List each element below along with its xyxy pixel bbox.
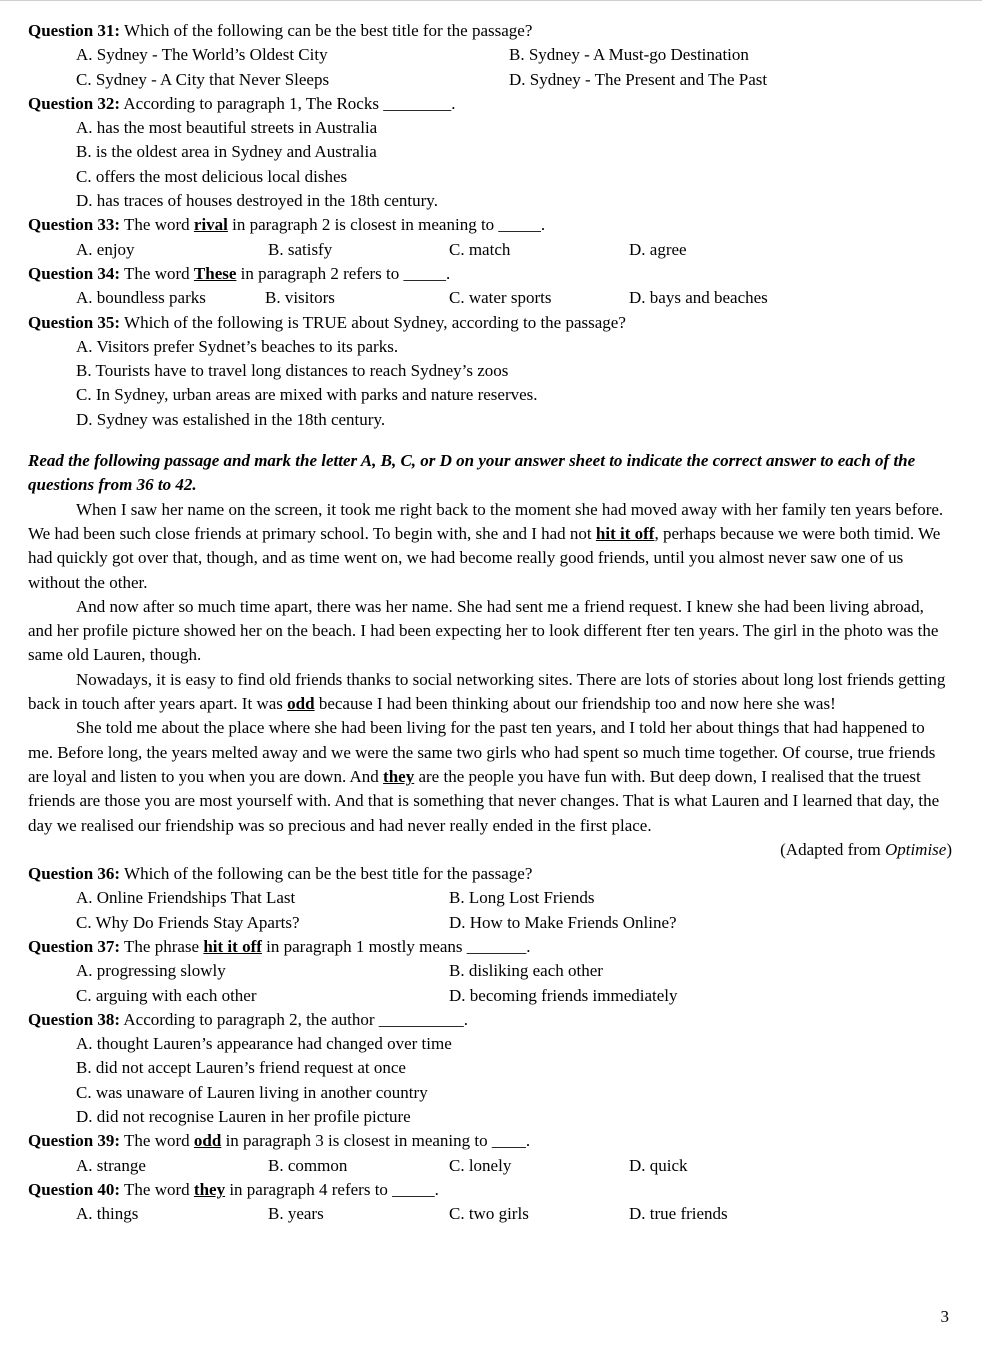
option-a: A. has the most beautiful streets in Australia [76, 118, 378, 138]
option-b: B. disliking each other [449, 961, 603, 981]
option-c: C. In Sydney, urban areas are mixed with parks and nature reserves. [76, 385, 538, 405]
question-text-post: in paragraph 3 is closest in meaning to ____. [221, 1131, 531, 1151]
question-35 [28, 311, 952, 335]
question-number: Question 35: [28, 312, 121, 332]
options-row [28, 238, 952, 262]
passage-text: because I had been thinking about our friendship too and now here she was! [314, 694, 836, 714]
option-b: B. Long Lost Friends [449, 888, 595, 908]
reading-instruction: Read the following passage and mark the letter A, B, C, or D on your answer sheet to indicate the correct answer to each of the questions from 36 to 42. [28, 451, 916, 495]
option-a: A. thought Lauren’s appearance had changed over time [76, 1034, 452, 1054]
option-b: B. Sydney - A Must-go Destination [509, 45, 749, 65]
option-d: D. true friends [629, 1204, 728, 1224]
question-text-post: in paragraph 2 is closest in meaning to _____. [227, 215, 546, 235]
highlighted-phrase: hit it off [203, 936, 262, 956]
option-c: C. Sydney - A City that Never Sleeps [76, 69, 330, 89]
passage-text: , perhaps because we were both timid. We had quickly got over that, though, and as time went on, we had become really good friends, until you almost never saw one of us without the other. [28, 523, 941, 592]
question-number: Question 33: [28, 215, 121, 235]
page-number: 3 [940, 1307, 949, 1326]
option-d: D. has traces of houses destroyed in the 18th century. [76, 191, 438, 211]
question-text-pre: The word [120, 263, 194, 283]
highlighted-word: they [383, 766, 415, 786]
options-row [28, 959, 952, 983]
option-c: C. arguing with each other [76, 985, 257, 1005]
option-a: A. boundless parks [76, 288, 206, 308]
option-c: C. two girls [449, 1204, 529, 1224]
question-38 [28, 1008, 952, 1032]
option-b: B. years [268, 1204, 324, 1224]
option-b: B. visitors [265, 288, 335, 308]
passage-text: She told me about the place where she had been living for the past ten years, and I told her about things that had happened to me. Before long, the years melted away and we were the same two girls who had spent so much time together. Of course, true friends are loyal and listen to you when you are down. And [28, 718, 936, 786]
option-b: B. satisfy [268, 239, 333, 259]
option-c: C. water sports [449, 288, 552, 308]
option-a: A. Sydney - The World’s Oldest City [76, 45, 328, 65]
document-page [28, 19, 952, 1227]
question-text-pre: The phrase [120, 936, 204, 956]
highlighted-word: These [193, 263, 237, 283]
question-32 [28, 92, 952, 116]
passage-paragraph-3 [28, 668, 952, 717]
question-text-post: in paragraph 4 refers to _____. [225, 1179, 439, 1199]
options-row [28, 984, 952, 1008]
passage-text: When I saw her name on the screen, it took me right back to the moment she had moved away with her family ten years before. We had been such close friends at primary school. To begin with, she and I had not [28, 499, 944, 543]
passage-paragraph-4 [28, 716, 952, 837]
option-a: A. things [76, 1204, 139, 1224]
highlighted-word: odd [287, 694, 315, 714]
highlighted-word: odd [193, 1131, 222, 1151]
question-33 [28, 213, 952, 237]
question-text-pre: The word [120, 1131, 194, 1151]
source-title: Optimise [884, 839, 947, 859]
question-34 [28, 262, 952, 286]
options-row [28, 911, 952, 935]
question-number: Question 34: [28, 263, 121, 283]
question-text: Which of the following is TRUE about Sydney, according to the passage? [120, 312, 626, 332]
option-a: A. strange [76, 1155, 146, 1175]
options-row [28, 43, 952, 67]
option-d: D. Sydney was estalished in the 18th century. [76, 409, 386, 429]
question-number: Question 39: [28, 1131, 121, 1151]
option-d: D. bays and beaches [629, 288, 768, 308]
source-text: (Adapted from [780, 839, 885, 859]
passage-text: Nowadays, it is easy to find old friends thanks to social networking sites. There are lots of stories about long lost friends getting back in touch after years apart. It was [28, 669, 946, 714]
option-c: C. lonely [449, 1155, 512, 1175]
question-number: Question 37: [28, 936, 121, 956]
question-text: Which of the following can be the best title for the passage? [120, 21, 533, 40]
option-c: C. was unaware of Lauren living in another country [76, 1082, 428, 1102]
options-row [28, 1154, 952, 1178]
top-rule [0, 0, 982, 1]
option-a: A. enjoy [76, 239, 135, 259]
question-text-pre: The word [120, 1179, 194, 1199]
option-b: B. common [268, 1155, 348, 1175]
option-d: D. becoming friends immediately [449, 985, 678, 1005]
highlighted-phrase: hit it off [595, 523, 655, 543]
passage-text: are the people you have fun with. But deep down, I realised that the truest friends are those you are most yourself with. And that is something that never changes. That is what Lauren and I learned that day, the day we realised our friendship was so precious and had never really ended in the first place. [28, 766, 940, 835]
question-40 [28, 1178, 952, 1202]
question-text: According to paragraph 2, the author __________. [120, 1009, 469, 1029]
passage-paragraph-2: And now after so much time apart, there was her name. She had sent me a friend request. I knew she had been living abroad, and her profile picture showed her on the beach. I had been expecting her to look different fter ten years. The girl in the photo was the same old Lauren, though. [28, 596, 939, 665]
passage-source [28, 838, 952, 862]
highlighted-word: they [193, 1179, 226, 1199]
question-37 [28, 935, 952, 959]
option-b: B. is the oldest area in Sydney and Australia [76, 142, 377, 162]
option-c: C. Why Do Friends Stay Aparts? [76, 912, 300, 932]
question-text-post: in paragraph 1 mostly means _______. [261, 936, 531, 956]
option-c: C. match [449, 239, 511, 259]
option-d: D. quick [629, 1155, 688, 1175]
option-a: A. Online Friendships That Last [76, 888, 296, 908]
passage-paragraph-1 [28, 498, 952, 595]
option-a: A. progressing slowly [76, 961, 226, 981]
question-number: Question 36: [28, 864, 121, 884]
question-number: Question 38: [28, 1009, 121, 1029]
options-row [28, 68, 952, 92]
question-number: Question 32: [28, 93, 121, 113]
options-row [28, 886, 952, 910]
question-text: Which of the following can be the best title for the passage? [120, 864, 533, 884]
question-text: According to paragraph 1, The Rocks ________. [120, 93, 456, 113]
question-36 [28, 862, 952, 886]
option-d: D. did not recognise Lauren in her profile picture [76, 1107, 411, 1127]
option-c: C. offers the most delicious local dishes [76, 166, 348, 186]
option-b: B. Tourists have to travel long distances to reach Sydney’s zoos [76, 361, 509, 381]
option-d: D. How to Make Friends Online? [449, 912, 677, 932]
question-number: Question 40: [28, 1179, 121, 1199]
option-d: D. Sydney - The Present and The Past [509, 69, 768, 89]
question-31 [28, 19, 952, 43]
source-text: ) [946, 839, 952, 859]
question-number: Question 31: [28, 21, 121, 40]
question-text-post: in paragraph 2 refers to _____. [236, 263, 451, 283]
option-d: D. agree [629, 239, 687, 259]
options-row [28, 286, 952, 310]
options-row [28, 1202, 952, 1226]
question-39 [28, 1129, 952, 1153]
option-b: B. did not accept Lauren’s friend request at once [76, 1058, 406, 1078]
highlighted-word: rival [193, 215, 228, 235]
option-a: A. Visitors prefer Sydnet’s beaches to its parks. [76, 336, 399, 356]
question-text-pre: The word [120, 215, 194, 235]
